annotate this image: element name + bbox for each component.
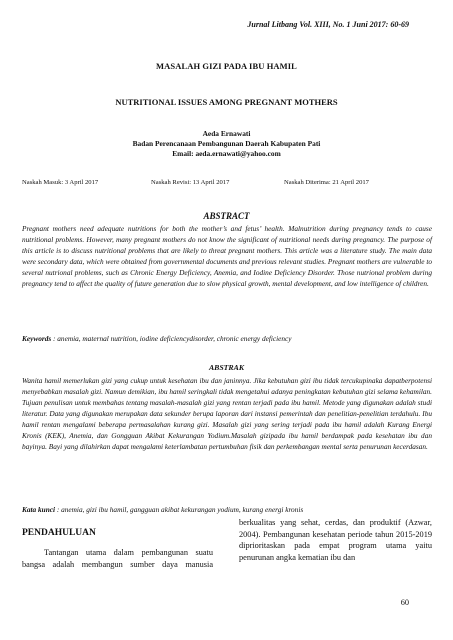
keywords-list: : anemia, maternal nutrition, iodine deficiencydisorder, chronic energy deficiency [53, 334, 292, 343]
section-heading: PENDAHULUAN [22, 528, 96, 538]
keywords-label: Keywords [22, 334, 52, 343]
author-email: Email: aeda.ernawati@yahoo.com [172, 149, 281, 158]
author-name: Aeda Ernawati [202, 129, 251, 138]
date-accepted: Naskah Diterima: 21 April 2017 [284, 179, 369, 186]
title-indonesian: MASALAH GIZI PADA IBU HAMIL [156, 61, 297, 71]
body-right-column: berkualitas yang sehat, cerdas, dan produktif (Azwar, 2004). Pembangunan kesehatan periode tahun 2015-2019 diprioritaskan pada empat program utama yaitu penurunan angka kematian ibu dan [239, 518, 432, 562]
abstrak-heading: ABSTRAK [208, 363, 245, 372]
page-number: 60 [400, 598, 409, 607]
abstract-text: Pregnant mothers need adequate nutritions for both the mother’s and fetus’ health. Malnutrition during pregnancy tends to cause nutritional problems. However, many pregnant mothers do not know the significant of nutritional needs during pregnancy. The purpose of this article is to discuss nutritional problems that are likely to threat pregnant mothers. This article was a literature study. The main data were secondary data, which were obtained from governmental documents and previous relevant studies. Pregnant mothers are vulnerable to several nutrional problems, such as Chronic Energy Deficiency, Anemia, and Iodine Deficiency Disorder. Those nutrional problem during pregnancy tend to affect the quality of future generation due to slow physical growth, mental development, and low intelligence of children. [22, 224, 432, 288]
keywords-english [22, 334, 432, 343]
kata-kunci-list: : anemia, gizi ibu hamil, gangguan akibat kekurangan yodium, kurang energi kronis [56, 505, 304, 514]
journal-header: Jurnal Litbang Vol. XIII, No. 1 Juni 2017: 60-69 [247, 20, 409, 29]
body-left-column: Tantangan utama dalam pembangunan suatu bangsa adalah membangun sumber daya manusia [22, 548, 213, 569]
date-revised: Naskah Revisi: 13 April 2017 [151, 179, 230, 186]
title-english: NUTRITIONAL ISSUES AMONG PREGNANT MOTHERS [115, 97, 338, 107]
author-affiliation: Badan Perencanaan Pembangunan Daerah Kabupaten Pati [132, 139, 321, 148]
abstract-heading: ABSTRACT [203, 211, 250, 221]
abstrak-text: Wanita hamil memerlukan gizi yang cukup untuk kesehatan ibu dan janinnya. Jika kebutuhan gizi ibu tidak tercukupinaka dapatberpotensi menyebabkan masalah gizi. Namun demikian, ibu hamil seringkali tidak mengetahui adanya peningkatan kebutuhan gizi selama kehamilan. Tujuan penulisan untuk membahas tentang masalah-masalah gizi yang rentan terjadi pada ibu hamil. Metode yang digunakan adalah studi literatur. Data yang digunakan merupakan data sekunder berupa laporan dari instansi pemerintah dan penelitian-penelitian terdahulu. Ibu hamil rentan mengalami beberapa permasalahan kurang gizi. Masalah gizi yang sering terjadi pada ibu hamil adalah Kurang Energi Kronis (KEK), Anemia, dan Gongguan Akibat Kekurangan Yodium.Masalah gizipada ibu hamil berdampak pada kesehatan ibu dan bayinya. Bayi yang dilahirkan dapat mengalami keterlambatan pertumbuhan fisik dan perkembangan mental serta penurunan kecerdasan. [22, 376, 432, 452]
author-block [0, 129, 453, 159]
kata-kunci-label: Kata kunci [22, 505, 56, 514]
keywords-indonesian [22, 505, 432, 514]
date-received: Naskah Masuk: 3 April 2017 [22, 179, 99, 186]
